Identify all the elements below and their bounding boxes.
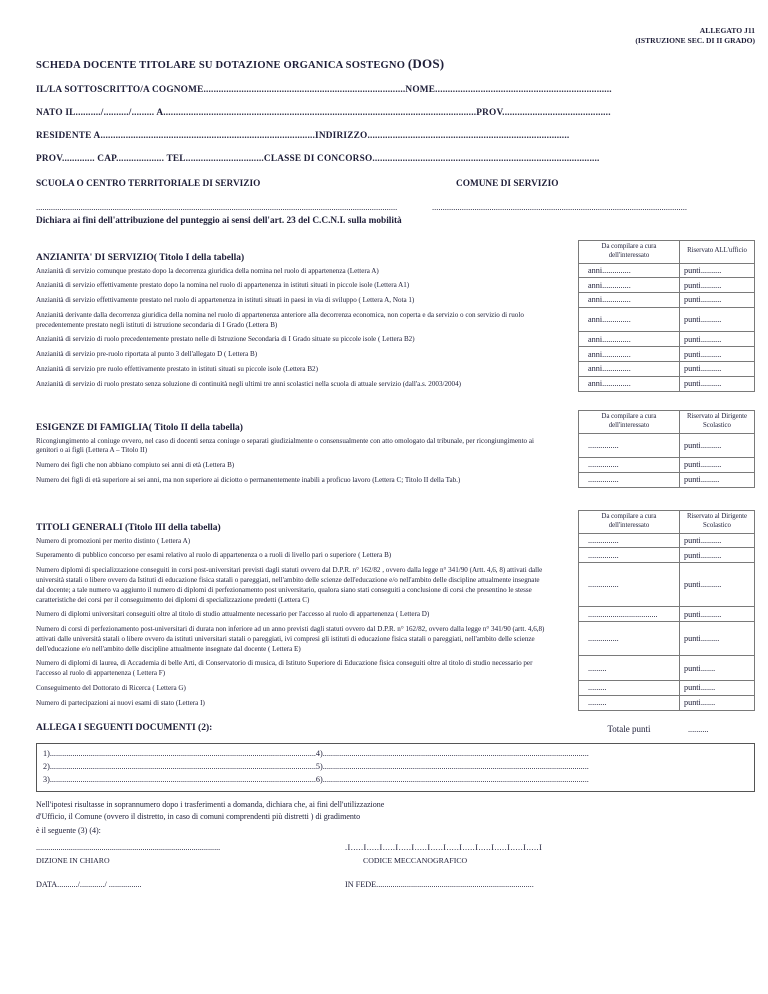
- column-header-interessato: Da compilare a cura dell'interessato: [578, 510, 680, 534]
- section-titoli-title: TITOLI GENERALI (Titolo III della tabella): [36, 522, 221, 533]
- signature-row: [36, 880, 755, 889]
- row-description: Anzianità di servizio di ruolo prestato senza soluzione di continuità negli ultimi tre anni scolastici nella scuola di attuale servizio (dall'a.s. 2003/2004): [36, 379, 462, 388]
- punti-field: punti..........: [680, 332, 755, 347]
- row-description: Ricongiungimento al coniuge ovvero, nel caso di docenti senza coniuge o separati giudizialmente o consensualmente con atto omologato dal tribunale, per ricongiungimento ai genitori o ai figli (Lettera A – Titolo II): [36, 436, 534, 455]
- section-titoli-header: [36, 510, 755, 534]
- column-header-dirigente: Riservato al Dirigente Scolastico: [680, 410, 755, 434]
- valore-field: ...............: [578, 473, 680, 488]
- dizione-label: DIZIONE IN CHIARO: [36, 856, 110, 866]
- row-description: Conseguimento del Dottorato di Ricerca ( Lettera G): [36, 684, 186, 693]
- valore-field: ...............: [578, 563, 680, 607]
- field-line-nato: NATO IL........../........../......... A............................................................................................................................PROV...........................................: [36, 107, 611, 118]
- table-row: [36, 534, 755, 549]
- page-title: [36, 56, 755, 72]
- table-row: [36, 293, 755, 308]
- row-description: Anzianità di servizio pre-ruolo riportata al punto 3 dell'allegato D ( Lettera B): [36, 350, 258, 359]
- section-anzianita-header: [36, 240, 755, 264]
- row-description: Numero di corsi di perfezionamento post-universitari di durata non inferiore ad un anno previsti dagli statuti ovvero dal D.P.R. n° 162/82, ovvero dalla legge n° 341/90 (artt. 4,6,8) attivati dalle università statali o libere ovvero da istituti universitari statali o pareggiati, ivi compresi gli istituti di educazione fisica statali o pareggiati, nell'ambito delle scienze dell'educazione e/o nell'ambito delle discipline attualmente insegnate dal docente ( Lettera E): [36, 625, 545, 653]
- codice-label: CODICE MECCANOGRAFICO: [363, 856, 468, 866]
- codes-row: [36, 843, 755, 852]
- field-line-residente: RESIDENTE A.....................................................................................INDIRIZZO................................................................................: [36, 130, 570, 141]
- table-row: [36, 458, 755, 473]
- anni-field: anni..............: [578, 362, 680, 377]
- anni-field: anni..............: [578, 377, 680, 392]
- document-line: 1)..................................................................................................................................4)..................................................................................................................................: [43, 748, 589, 758]
- footer-note-line1: Nell'ipotesi risultasse in soprannumero dopo i trasferimenti a domanda, dichiara che, ai fini dell'utilizzazione: [36, 799, 385, 809]
- row-description: Numero di promozioni per merito distinto ( Lettera A): [36, 536, 191, 545]
- table-row: [36, 681, 755, 696]
- declaration-text: Dichiara ai fini dell'attribuzione del punteggio ai sensi dell'art. 23 del C.C.N.I. sulla mobilità: [36, 215, 402, 226]
- footer-note-line2: d'Ufficio, il Comune (ovvero il distretto, in caso di comuni comprendenti più distretti ) di gradimento: [36, 812, 361, 822]
- punti-field: punti..........: [680, 278, 755, 293]
- valore-field: .........: [578, 681, 680, 696]
- row-description: Numero dei figli che non abbiano compiuto sei anni di età (Lettera B): [36, 461, 235, 470]
- punti-field: punti.......: [680, 681, 755, 696]
- column-header-ufficio: Riservato ALL'ufficio: [680, 240, 755, 264]
- section-esigenze: [36, 410, 755, 488]
- valore-field: ...............: [578, 534, 680, 549]
- anni-field: anni..............: [578, 278, 680, 293]
- table-row: [36, 278, 755, 293]
- anni-field: anni..............: [578, 332, 680, 347]
- document-line: 2)..................................................................................................................................5)..................................................................................................................................: [43, 761, 589, 771]
- anni-field: anni..............: [578, 347, 680, 362]
- section-anzianita: [36, 240, 755, 392]
- scuola-servizio-label: SCUOLA O CENTRO TERRITORIALE DI SERVIZIO: [36, 178, 261, 189]
- section-esigenze-header: [36, 410, 755, 434]
- codes-labels-row: [36, 856, 755, 865]
- section-titoli: [36, 510, 755, 711]
- punti-field: punti..........: [680, 607, 755, 622]
- row-description: Anzianità di servizio comunque prestato dopo la decorrenza giuridica della nomina nel ruolo di appartenenza (Lettera A): [36, 266, 379, 275]
- table-row: [36, 548, 755, 563]
- page-title-dos: (DOS): [407, 55, 445, 71]
- column-header-interessato: Da compilare a cura dell'interessato: [578, 240, 680, 264]
- allega-row: [36, 723, 755, 734]
- document-line: 3)..................................................................................................................................6)..................................................................................................................................: [43, 774, 589, 784]
- valore-field: ...............: [578, 458, 680, 473]
- row-description: Numero dei figli di età superiore ai sei anni, ma non superiore ai diciotto o permanentemente inabili a proficuo lavoro (Lettera C; Titolo II della Tab.): [36, 475, 461, 484]
- punti-field: punti..........: [680, 347, 755, 362]
- anni-field: anni..............: [578, 293, 680, 308]
- row-description: Anzianità di servizio pre ruolo effettivamente prestato in istituti situati su piccole isole (Lettera B2): [36, 364, 318, 373]
- valore-field: ..................................: [578, 607, 680, 622]
- document-header: [36, 26, 755, 47]
- punti-field: punti.......: [680, 656, 755, 681]
- dizione-field: ..........................................................................................: [36, 843, 221, 853]
- punti-field: punti..........: [680, 434, 755, 459]
- row-description: Superamento di pubblico concorso per esami relativo al ruolo di appartenenza o a ruoli di livello pari o superiore ( Lettera B): [36, 551, 392, 560]
- punti-field: punti..........: [680, 563, 755, 607]
- table-row: [36, 563, 755, 607]
- punti-field: punti..........: [680, 548, 755, 563]
- documents-box: [36, 743, 755, 792]
- table-row: [36, 473, 755, 488]
- row-description: Anzianità di servizio effettivamente prestato dopo la nomina nel ruolo di appartenenza in istituti situati in piccole isole (Lettera A1): [36, 281, 410, 290]
- row-description: Numero di diplomi di laurea, di Accademia di belle Arti, di Conservatorio di musica, di Istituto Superiore di Educazione fisica conseguiti oltre al titolo di studio necessario per l'accesso al ruolo di appartenenza ( Lettera F): [36, 659, 533, 678]
- comune-servizio-field: ........................................................................................................................: [432, 201, 687, 212]
- column-header-interessato: Da compilare a cura dell'interessato: [578, 410, 680, 434]
- punti-field: punti..........: [680, 293, 755, 308]
- table-row: [36, 347, 755, 362]
- codice-meccanografico-field: .I.....I.....I.....I.....I.....I.....I.....I.....I.....I.....I.....I.....I: [345, 843, 543, 853]
- field-line-cognome-nome: IL/LA SOTTOSCRITTO/A COGNOME................................................................................NOME......................................................................: [36, 84, 612, 95]
- anni-field: anni..............: [578, 264, 680, 279]
- column-header-dirigente: Riservato al Dirigente Scolastico: [680, 510, 755, 534]
- in-fede-field: IN FEDE.............................................................................: [345, 880, 534, 890]
- punti-field: punti..........: [680, 362, 755, 377]
- table-row: [36, 696, 755, 711]
- footer-note-line3: è il seguente (3) (4):: [36, 825, 101, 835]
- service-labels-row: [36, 179, 755, 189]
- punti-field: punti..........: [680, 458, 755, 473]
- scuola-servizio-field: ..........................................................................................................................................................................: [36, 201, 398, 212]
- table-row: [36, 434, 755, 459]
- table-row: [36, 622, 755, 656]
- row-description: Anzianità di servizio effettivamente prestato nel ruolo di appartenenza in istituti situati in paesi in via di sviluppo ( Lettera A, Nota 1): [36, 296, 415, 305]
- table-row: [36, 377, 755, 392]
- table-row: [36, 332, 755, 347]
- data-field: DATA........../............/ ................: [36, 880, 142, 890]
- punti-field: punti..........: [680, 264, 755, 279]
- section-anzianita-title: ANZIANITA' DI SERVIZIO( Titolo I della tabella): [36, 252, 245, 263]
- page-title-text: SCHEDA DOCENTE TITOLARE SU DOTAZIONE ORGANICA SOSTEGNO: [36, 59, 408, 71]
- punti-field: punti..........: [680, 534, 755, 549]
- punti-field: punti.........: [680, 622, 755, 656]
- table-row: [36, 607, 755, 622]
- field-line-prov-cap: PROV............. CAP................... TEL...............................CLASSE DI CONCORSO..........................................................................................: [36, 153, 600, 164]
- row-description: Anzianità di servizio di ruolo precedentemente prestato nelle di Istruzione Secondaria di I Grado situate su piccole isole ( Lettera B2): [36, 335, 415, 344]
- table-row: [36, 308, 755, 333]
- punti-field: punti.........: [680, 473, 755, 488]
- table-row: [36, 656, 755, 681]
- anni-field: anni..............: [578, 308, 680, 333]
- service-dots-row: [36, 202, 755, 212]
- valore-field: ...............: [578, 434, 680, 459]
- totale-punti-field: ..........: [688, 724, 709, 734]
- totale-punti-label: Totale punti: [607, 723, 651, 734]
- table-row: [36, 264, 755, 279]
- valore-field: .........: [578, 656, 680, 681]
- valore-field: ...............: [578, 622, 680, 656]
- row-description: Anzianità derivante dalla decorrenza giuridica della nomina nel ruolo di appartenenza anteriore alla decorrenza economica, non coperta e da servizio o con servizio di ruolo precedentemente prestato negli istituti di istruzione secondaria di I Grado (Lettera B): [36, 310, 524, 329]
- allegato-label: ALLEGATO J11: [699, 26, 755, 35]
- row-description: Numero diplomi di specializzazione conseguiti in corsi post-universitari previsti dagli statuti ovvero dal D.P.R. n° 162/82 , ovvero dalla legge n° 341/90 (Artt. 4,6, 8) attivati dalle università statali o libere ovvero da Istituti di educazione fisica statali o pareggiati, nell'ambito delle scienze dell'educazione e/o nell'ambito delle discipline attualmente insegnate dal docente; a tale numero va aggiunto il numero di diplomi di perfezionamento post universitario, qualora siano stati conseguiti a conclusione di corsi che presentino le stesse caratteristiche dei corsi per il conseguimento dei diplomi di specializzazione predetti (Lettera C): [36, 566, 543, 604]
- comune-servizio-label: COMUNE DI SERVIZIO: [456, 178, 559, 189]
- section-esigenze-title: ESIGENZE DI FAMIGLIA( Titolo II della tabella): [36, 422, 243, 433]
- allegato-sublabel: (ISTRUZIONE SEC. DI II GRADO): [635, 36, 755, 46]
- punti-field: punti.......: [680, 696, 755, 711]
- valore-field: ...............: [578, 548, 680, 563]
- row-description: Numero di partecipazioni ai nuovi esami di stato (Lettera I): [36, 698, 205, 707]
- footer-note: [36, 799, 755, 837]
- table-row: [36, 362, 755, 377]
- row-description: Numero di diplomi universitari conseguiti oltre al titolo di studio attualmente necessario per l'accesso al ruolo di appartenenza ( Lettera D): [36, 610, 430, 619]
- allega-label: ALLEGA I SEGUENTI DOCUMENTI (2):: [36, 722, 213, 733]
- valore-field: .........: [578, 696, 680, 711]
- punti-field: punti..........: [680, 308, 755, 333]
- punti-field: punti..........: [680, 377, 755, 392]
